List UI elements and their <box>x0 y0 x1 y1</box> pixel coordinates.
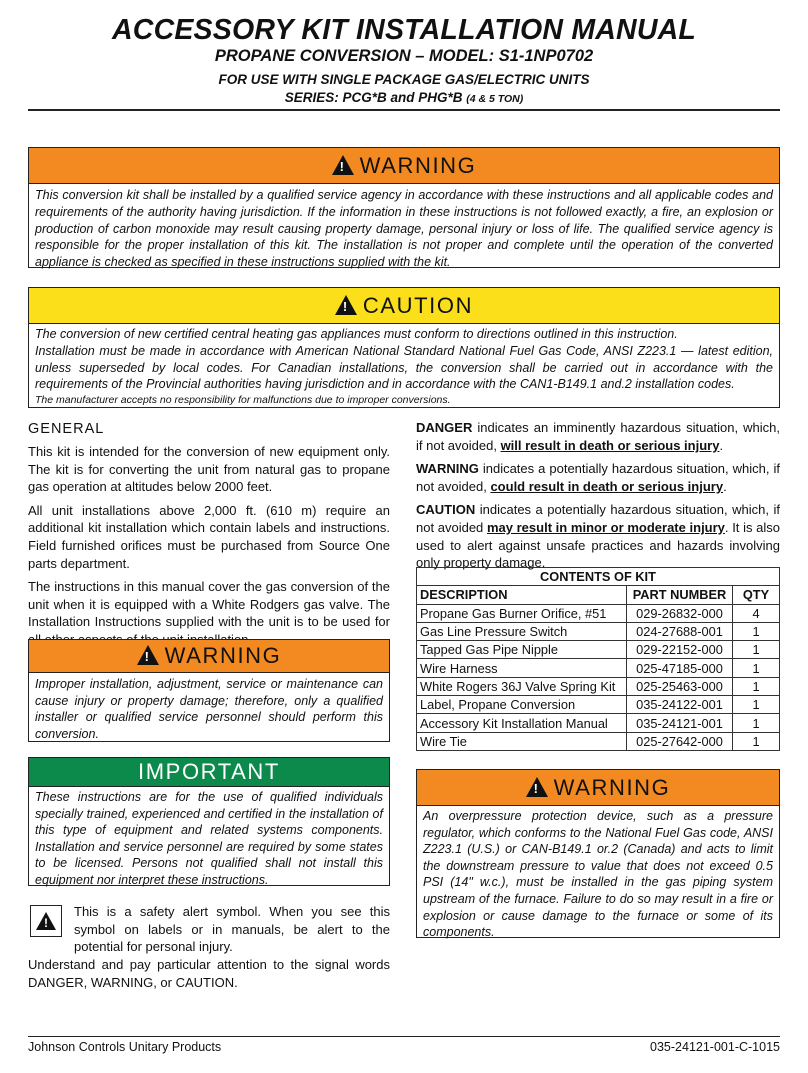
item-part-number: 029-26832-000 <box>627 604 733 622</box>
warning-result: could result in death or serious injury <box>490 478 724 494</box>
column-header: DESCRIPTION <box>417 586 627 604</box>
item-description: Tapped Gas Pipe Nipple <box>417 641 627 659</box>
caution-result: may result in minor or moderate injury <box>486 519 725 535</box>
danger-definition <box>416 419 780 454</box>
tonnage-text: (4 & 5 TON) <box>466 93 524 105</box>
important-header <box>29 758 389 787</box>
item-part-number: 024-27688-001 <box>627 622 733 640</box>
caution-paragraph-2: Installation must be made in accordance with American National Standard National Fuel Gas Code, ANSI Z223.1 — latest edition, unless superseded by local codes. For Canadian installations, the conversion shall be carried out in accordance with the requirements of the Provincial authorities having jurisdiction and in accordance with the CAN1-B149.1 and.2 installation codes. <box>35 343 773 392</box>
warning-box-right <box>416 769 780 938</box>
table-row <box>417 659 780 677</box>
item-qty: 1 <box>733 677 780 695</box>
series-text: SERIES: PCG*B and PHG*B <box>284 90 463 105</box>
general-paragraph-2: All unit installations above 2,000 ft. (610 m) require an additional kit installation which contain labels and instructions. Field furnished orifices must be purchased from Source One parts department. <box>28 502 390 571</box>
header-divider <box>28 109 780 111</box>
item-description: Accessory Kit Installation Manual <box>417 714 627 732</box>
warning-body-left: Improper installation, adjustment, service or maintenance can cause injury or property damage; therefore, only a qualified installer or qualified service personnel should perform this conversion. <box>35 677 383 741</box>
warning-period: . <box>723 478 727 494</box>
important-box <box>28 757 390 886</box>
usage-line: FOR USE WITH SINGLE PACKAGE GAS/ELECTRIC UNITS <box>218 72 590 87</box>
warning-definition <box>416 460 780 495</box>
table-header-row <box>417 586 780 604</box>
item-qty: 1 <box>733 659 780 677</box>
caution-word: CAUTION <box>416 502 476 518</box>
item-part-number: 025-25463-000 <box>627 677 733 695</box>
item-description: White Rogers 36J Valve Spring Kit <box>417 677 627 695</box>
column-header: PART NUMBER <box>627 586 733 604</box>
warning-triangle-icon <box>526 777 548 797</box>
footer-divider <box>28 1036 780 1037</box>
important-body: These instructions are for the use of qualified individuals specially trained, experienced and certified in the installation of this type of equipment and related systems components. Installation and service personnel are required by some states to be licensed. Persons not qualified shall not install this equipment nor interpret these instructions. <box>35 790 383 887</box>
table-row <box>417 604 780 622</box>
item-description: Wire Harness <box>417 659 627 677</box>
series-line <box>0 90 808 105</box>
item-qty: 4 <box>733 604 780 622</box>
item-qty: 1 <box>733 714 780 732</box>
caution-tail: . It is also used to alert against unsafe practices and hazards involving only property damage. <box>416 519 780 571</box>
item-part-number: 035-24121-001 <box>627 714 733 732</box>
table-row <box>417 677 780 695</box>
caution-box <box>28 287 780 408</box>
item-part-number: 025-47185-000 <box>627 659 733 677</box>
item-description: Gas Line Pressure Switch <box>417 622 627 640</box>
warning-word: WARNING <box>416 461 479 477</box>
danger-text: indicates an imminently hazardous situation, which, if not avoided, <box>416 420 780 453</box>
item-qty: 1 <box>733 732 780 750</box>
item-part-number: 029-22152-000 <box>627 641 733 659</box>
general-paragraph-3: The instructions in this manual cover the gas conversion of the unit when it is equipped with a White Rodgers gas valve. The Installation Instructions supplied with the unit is to be used for <box>28 579 390 630</box>
item-part-number: 035-24122-001 <box>627 696 733 714</box>
footer-doc-number: 035-24121-001-C-1015 <box>650 1040 780 1054</box>
safety-symbol-text: This is a safety alert symbol. When you see this symbol on labels or in manuals, be alert to the potential for personal injury. <box>74 904 390 955</box>
warning-header-left <box>29 640 389 673</box>
warning-triangle-icon <box>332 155 354 175</box>
item-qty: 1 <box>733 696 780 714</box>
warning-body-top: This conversion kit shall be installed by a qualified service agency in accordance with these instructions and all applicable codes and requirements of the authority having jurisdiction. If the information in these instructions is not followed exactly, a fire, an explosion or production of carbon monoxide may result causing property damage, personal injury or loss of life. The qualified service agency is responsible for the proper installation of this kit. The installation is not proper and complete until the operation of the converted appliance is checked as specified in these instructions supplied with the kit. <box>35 188 773 270</box>
general-text <box>28 443 390 655</box>
warning-header-top <box>29 148 779 184</box>
item-description: Propane Gas Burner Orifice, #51 <box>417 604 627 622</box>
general-title: GENERAL <box>28 421 105 437</box>
caution-body <box>29 324 779 409</box>
table-row <box>417 696 780 714</box>
document-subtitle: PROPANE CONVERSION – MODEL: S1-1NP0702 <box>214 47 594 65</box>
table-row <box>417 622 780 640</box>
column-header: QTY <box>733 586 780 604</box>
table-row <box>417 714 780 732</box>
caution-paragraph-1: The conversion of new certified central heating gas appliances must conform to directions outlined in this instruction. <box>35 327 678 341</box>
contents-table <box>416 567 780 751</box>
item-description: Label, Propane Conversion <box>417 696 627 714</box>
warning-heading-left: WARNING <box>164 643 282 668</box>
table-row <box>417 641 780 659</box>
warning-header-right <box>417 770 779 806</box>
caution-paragraph-3: The manufacturer accepts no responsibility for malfunctions due to improper conversions. <box>35 394 451 407</box>
caution-heading: CAUTION <box>362 292 474 318</box>
danger-word: DANGER <box>416 420 473 435</box>
danger-period: . <box>719 437 724 453</box>
warning-triangle-icon <box>137 645 159 665</box>
item-part-number: 025-27642-000 <box>627 732 733 750</box>
danger-result: will result in death or serious injury <box>500 437 720 453</box>
table-row <box>417 732 780 750</box>
warning-box-left <box>28 639 390 742</box>
footer-company: Johnson Controls Unitary Products <box>28 1040 222 1054</box>
important-heading: IMPORTANT <box>138 759 280 784</box>
signal-definitions <box>416 419 780 578</box>
warning-heading-right: WARNING <box>553 774 671 800</box>
signal-words-text: Understand and pay particular attention to the signal words DANGER, WARNING, or CAUTION. <box>28 957 390 990</box>
contents-title: CONTENTS OF KIT <box>417 568 780 586</box>
caution-definition <box>416 501 780 571</box>
safety-alert-icon <box>30 905 62 937</box>
warning-heading-top: WARNING <box>359 152 477 178</box>
item-qty: 1 <box>733 641 780 659</box>
general-paragraph-1: This kit is intended for the conversion of new equipment only. The kit is for converting the unit from natural gas to propane gas operation at altitudes below 2000 feet. <box>28 444 390 495</box>
warning-box-top <box>28 147 780 268</box>
warning-text: indicates a potentially hazardous situation, which, if not avoided, <box>416 461 780 494</box>
caution-text: indicates a potentially hazardous situation, which, if not avoided <box>416 502 780 535</box>
item-description: Wire Tie <box>417 732 627 750</box>
caution-triangle-icon <box>335 295 357 315</box>
caution-header <box>29 288 779 324</box>
warning-body-right: An overpressure protection device, such as a pressure regulator, which conforms to the National Fuel Gas code, ANSI Z223.1 (U.S.) or CAN-B149.1 or.2 (Canada) and acts to limit the downstream pressure to value that does not exceed 0.5 PSI (14" w.c.), must be installed in the gas piping system upstream of the furnace. Failure to do so may result in a fire or explosion or cause damage to the furnace or some of its components. <box>423 809 773 940</box>
item-qty: 1 <box>733 622 780 640</box>
document-title: ACCESSORY KIT INSTALLATION MANUAL <box>112 14 696 46</box>
